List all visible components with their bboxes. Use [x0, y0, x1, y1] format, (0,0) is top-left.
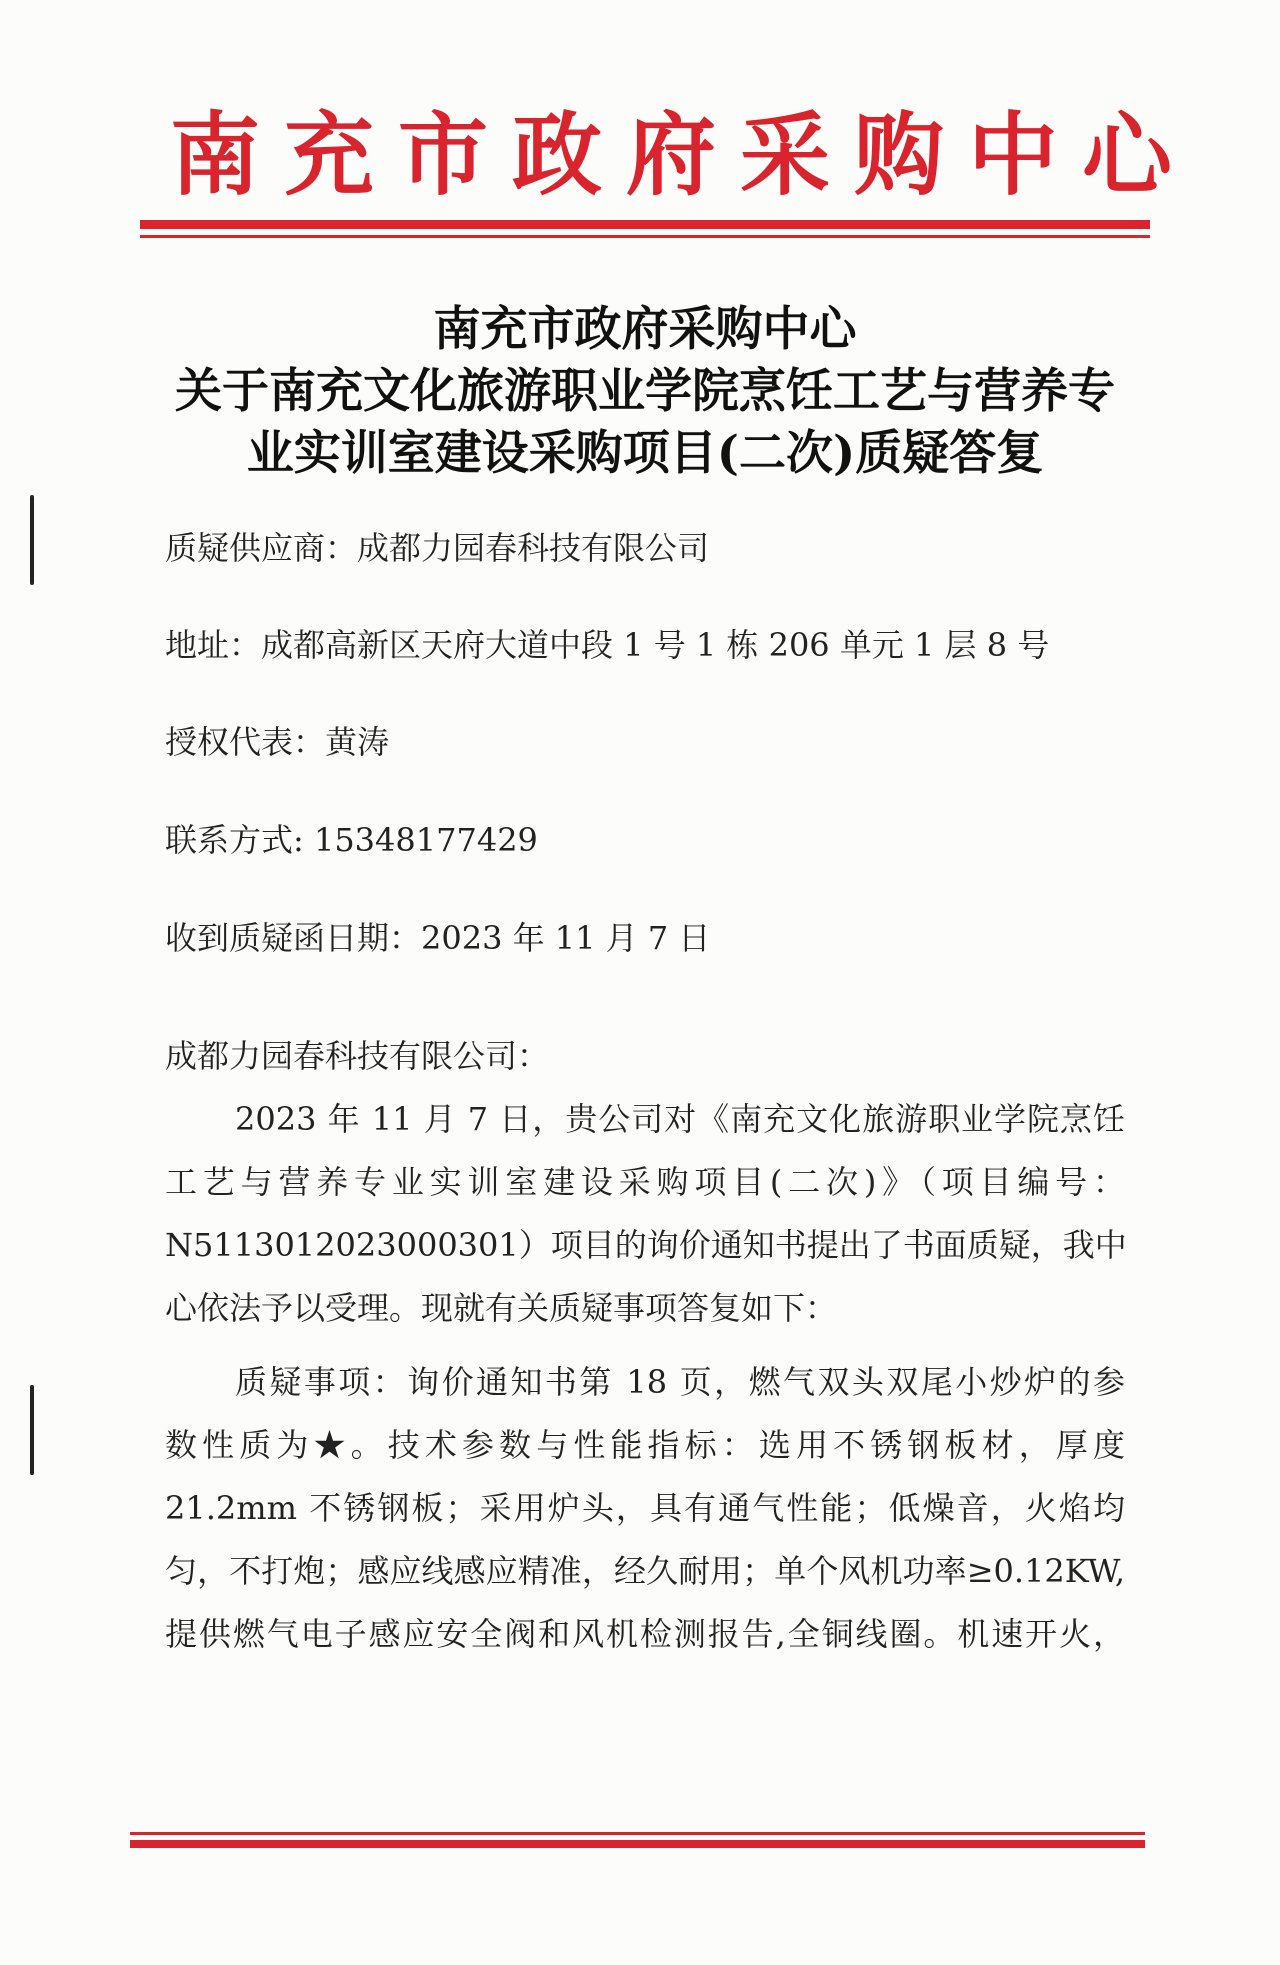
letterhead-rule-thin: [140, 235, 1150, 238]
document-title-line-2: 关于南充文化旅游职业学院烹饪工艺与营养专: [175, 364, 1115, 419]
footer-rule-thin: [130, 1832, 1145, 1835]
supplier-field: 质疑供应商：成都力园春科技有限公司: [165, 529, 710, 567]
representative-field: 授权代表：黄涛: [165, 723, 390, 761]
binding-mark-bottom: [30, 1385, 34, 1475]
document-title-line-1: 南充市政府采购中心: [433, 302, 857, 357]
para2-line-3: 21.2mm 不锈钢板；采用炉头，具有通气性能；低燥音，火焰均: [165, 1489, 1125, 1527]
letterhead-rule-thick: [140, 220, 1150, 229]
received-date-field: 收到质疑函日期：2023 年 11 月 7 日: [165, 919, 711, 957]
footer-rule-thick: [130, 1840, 1145, 1848]
para1-line-2: 工艺与营养专业实训室建设采购项目(二次)》（项目编号：: [165, 1163, 1125, 1201]
salutation: 成都力园春科技有限公司：: [165, 1037, 550, 1075]
document-title-line-3: 业实训室建设采购项目(二次)质疑答复: [246, 426, 1044, 481]
para2-line-2: 数性质为★。技术参数与性能指标：选用不锈钢板材，厚度: [165, 1426, 1125, 1464]
para1-line-3: N5113012023000301）项目的询价通知书提出了书面质疑，我中: [165, 1226, 1127, 1264]
para2-line-4: 匀，不打炮；感应线感应精准，经久耐用；单个风机功率≥0.12KW,: [165, 1552, 1125, 1590]
para1-line-1: 2023 年 11 月 7 日，贵公司对《南充文化旅游职业学院烹饪: [235, 1100, 1125, 1138]
para2-line-1: 质疑事项：询价通知书第 18 页，燃气双头双尾小炒炉的参: [235, 1363, 1125, 1401]
para1-line-4: 心依法予以受理。现就有关质疑事项答复如下：: [165, 1289, 838, 1327]
contact-field: 联系方式: 15348177429: [165, 821, 538, 859]
para2-line-5: 提供燃气电子感应安全阀和风机检测报告,全铜线圈。机速开火，: [165, 1615, 1125, 1653]
letterhead-org-name: 南充市政府采购中心: [170, 102, 1196, 208]
binding-mark-top: [30, 495, 34, 585]
address-field: 地址：成都高新区天府大道中段 1 号 1 栋 206 单元 1 层 8 号: [165, 626, 1050, 664]
